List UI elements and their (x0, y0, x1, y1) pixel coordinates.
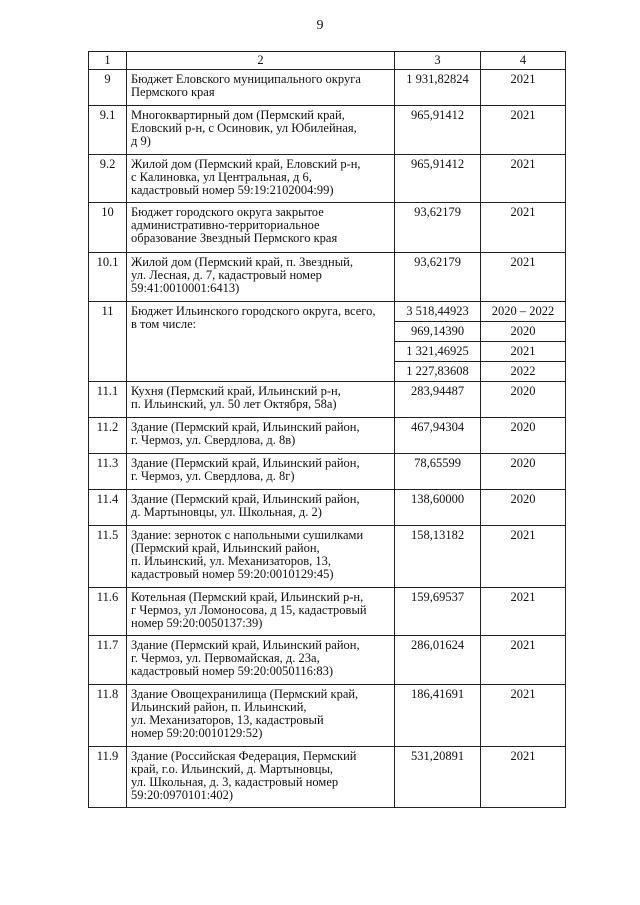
table-row (89, 454, 566, 490)
row-description (127, 382, 395, 418)
row-amount: 1 321,46925 (395, 342, 481, 362)
description-line: 59:41:0010001:6413) (131, 281, 240, 295)
row-description (127, 588, 395, 636)
row-amount: 1 931,82824 (395, 70, 481, 106)
description-line: Бюджет городского округа закрытое (131, 205, 324, 219)
row-year: 2020 – 2022 (481, 302, 566, 322)
description-line: Бюджет Ильинского городского округа, всего, (131, 304, 376, 318)
row-year: 2021 (481, 636, 566, 685)
description-line: кадастровый номер 59:19:2102004:99) (131, 183, 334, 197)
table-row (89, 747, 566, 808)
row-description (127, 418, 395, 454)
row-number: 11.7 (89, 636, 127, 685)
description-line: в том числе: (131, 317, 197, 331)
description-line: Жилой дом (Пермский край, Еловский р-н, (131, 157, 361, 171)
description-line: д. Мартыновцы, ул. Школьная, д. 2) (131, 505, 322, 519)
description-line: г. Чермоз, ул. Свердлова, д. 8г) (131, 469, 295, 483)
budget-table (88, 51, 566, 808)
row-year: 2020 (481, 490, 566, 526)
row-amount: 93,62179 (395, 253, 481, 302)
row-year: 2020 (481, 322, 566, 342)
description-line: ул. Школьная, д. 3, кадастровый номер (131, 775, 339, 789)
row-number: 11.5 (89, 526, 127, 588)
description-line: Жилой дом (Пермский край, п. Звездный, (131, 255, 353, 269)
table-row (89, 203, 566, 253)
row-description (127, 253, 395, 302)
description-line: ул. Лесная, д. 7, кадастровый номер (131, 268, 322, 282)
row-amount: 965,91412 (395, 106, 481, 155)
row-year: 2020 (481, 418, 566, 454)
row-year: 2021 (481, 747, 566, 808)
description-line: п. Ильинский, ул. 50 лет Октября, 58а) (131, 397, 337, 411)
description-line: Многоквартирный дом (Пермский край, (131, 108, 345, 122)
table-row (89, 418, 566, 454)
table-row (89, 588, 566, 636)
row-number: 11.6 (89, 588, 127, 636)
row-amount: 467,94304 (395, 418, 481, 454)
description-line: Ильинский район, п. Ильинский, (131, 700, 307, 714)
description-line: Здание: зерноток с напольными сушилками (131, 528, 364, 542)
row-amount: 531,20891 (395, 747, 481, 808)
description-line: кадастровый номер 59:20:0050116:83) (131, 664, 334, 678)
row-description (127, 490, 395, 526)
row-amount: 3 518,44923 (395, 302, 481, 322)
row-amount: 78,65599 (395, 454, 481, 490)
row-year: 2021 (481, 203, 566, 253)
table-row (89, 636, 566, 685)
table-header-row (89, 52, 566, 70)
table-row (89, 155, 566, 203)
row-description (127, 526, 395, 588)
description-line: ул. Механизаторов, 13, кадастровый (131, 713, 324, 727)
table-row (89, 490, 566, 526)
row-number: 11.4 (89, 490, 127, 526)
row-amount: 283,94487 (395, 382, 481, 418)
row-number: 10 (89, 203, 127, 253)
table-row (89, 526, 566, 588)
description-line: Здание (Российская Федерация, Пермский (131, 749, 357, 763)
row-number: 11 (89, 302, 127, 382)
description-line: Здание (Пермский край, Ильинский район, (131, 420, 360, 434)
row-number: 11.1 (89, 382, 127, 418)
column-header: 3 (395, 52, 481, 70)
description-line: административно-территориальное (131, 218, 320, 232)
table-row (89, 106, 566, 155)
description-line: номер 59:20:0010129:52) (131, 726, 263, 740)
row-description (127, 155, 395, 203)
row-amount: 186,41691 (395, 685, 481, 747)
description-line: (Пермский край, Ильинский район, (131, 541, 320, 555)
row-year: 2021 (481, 155, 566, 203)
table-row (89, 253, 566, 302)
description-line: п. Ильинский, ул. Механизаторов, 13, (131, 554, 332, 568)
row-number: 11.9 (89, 747, 127, 808)
row-year: 2021 (481, 253, 566, 302)
row-number: 9 (89, 70, 127, 106)
page-number: 9 (316, 18, 324, 33)
description-line: 59:20:0970101:402) (131, 788, 234, 802)
row-description (127, 685, 395, 747)
column-header: 2 (127, 52, 395, 70)
row-amount: 159,69537 (395, 588, 481, 636)
row-description (127, 203, 395, 253)
description-line: Кухня (Пермский край, Ильинский р-н, (131, 384, 341, 398)
row-amount: 286,01624 (395, 636, 481, 685)
table-row (89, 302, 566, 322)
description-line: образование Звездный Пермского края (131, 231, 338, 245)
row-number: 11.2 (89, 418, 127, 454)
row-number: 11.3 (89, 454, 127, 490)
row-amount: 1 227,83608 (395, 362, 481, 382)
row-description (127, 106, 395, 155)
row-number: 9.2 (89, 155, 127, 203)
row-amount: 158,13182 (395, 526, 481, 588)
row-year: 2021 (481, 685, 566, 747)
row-amount: 965,91412 (395, 155, 481, 203)
description-line: г. Чермоз, ул. Свердлова, д. 8в) (131, 433, 296, 447)
row-amount: 93,62179 (395, 203, 481, 253)
row-year: 2020 (481, 382, 566, 418)
description-line: Котельная (Пермский край, Ильинский р-н, (131, 590, 364, 604)
row-description (127, 302, 395, 382)
row-number: 9.1 (89, 106, 127, 155)
row-description (127, 636, 395, 685)
table-row (89, 685, 566, 747)
row-amount: 138,60000 (395, 490, 481, 526)
row-description (127, 70, 395, 106)
table-row (89, 382, 566, 418)
row-description (127, 747, 395, 808)
description-line: Здание (Пермский край, Ильинский район, (131, 492, 360, 506)
description-line: г Чермоз, ул Ломоносова, д 15, кадастровый (131, 603, 367, 617)
row-year: 2021 (481, 526, 566, 588)
row-amount: 969,14390 (395, 322, 481, 342)
column-header: 1 (89, 52, 127, 70)
description-line: г. Чермоз, ул. Первомайская, д. 23а, (131, 651, 320, 665)
row-year: 2022 (481, 362, 566, 382)
row-year: 2021 (481, 588, 566, 636)
description-line: край, г.о. Ильинский, д. Мартыновцы, (131, 762, 334, 776)
row-year: 2021 (481, 106, 566, 155)
row-number: 11.8 (89, 685, 127, 747)
row-year: 2020 (481, 454, 566, 490)
table-row (89, 70, 566, 106)
description-line: д 9) (131, 134, 151, 148)
row-description (127, 454, 395, 490)
row-number: 10.1 (89, 253, 127, 302)
description-line: Пермского края (131, 85, 215, 99)
description-line: кадастровый номер 59:20:0010129:45) (131, 567, 334, 581)
row-year: 2021 (481, 342, 566, 362)
column-header: 4 (481, 52, 566, 70)
description-line: Бюджет Еловского муниципального округа (131, 72, 361, 86)
description-line: Здание (Пермский край, Ильинский район, (131, 638, 360, 652)
description-line: номер 59:20:0050137:39) (131, 616, 263, 630)
description-line: с Калиновка, ул Центральная, д 6, (131, 170, 312, 184)
description-line: Здание (Пермский край, Ильинский район, (131, 456, 360, 470)
description-line: Здание Овощехранилища (Пермский край, (131, 687, 359, 701)
row-year: 2021 (481, 70, 566, 106)
description-line: Еловский р-н, с Осиновик, ул Юбилейная, (131, 121, 357, 135)
